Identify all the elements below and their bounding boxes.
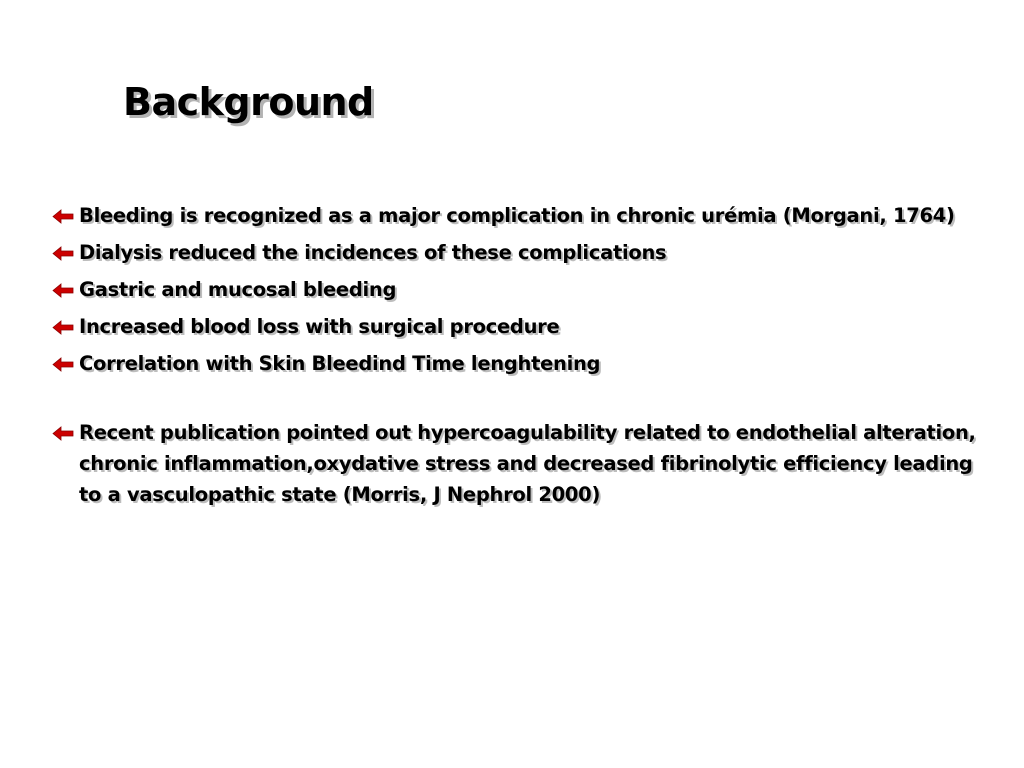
left-arrow-icon [52, 320, 75, 335]
bullet-text: Dialysis reduced the incidences of these complications [79, 241, 667, 264]
bullet-text: Recent publication pointed out hypercoagulability related to endothelial alteration, chronic inflammation,oxydative stress and decreased fibrinolytic efficiency leading to a vasculopathic state (Morris, J Nephrol 2000) [79, 421, 976, 506]
bullet-item [52, 274, 982, 305]
bullet-item [52, 237, 982, 268]
bullet-text: Bleeding is recognized as a major complication in chronic urémia (Morgani, 1764) [79, 204, 955, 227]
bullet-list [52, 200, 982, 516]
bullet-item [52, 417, 982, 510]
left-arrow-icon [52, 357, 75, 372]
bullet-text: Increased blood loss with surgical procedure [79, 315, 560, 338]
bullet-item [52, 348, 982, 379]
bullet-item [52, 311, 982, 342]
left-arrow-icon [52, 246, 75, 261]
left-arrow-icon [52, 283, 75, 298]
bullet-item [52, 200, 982, 231]
bullet-text: Correlation with Skin Bleedind Time lenghtening [79, 352, 601, 375]
left-arrow-icon [52, 209, 75, 224]
slide-title: Background [123, 80, 374, 124]
bullet-text: Gastric and mucosal bleeding [79, 278, 397, 301]
left-arrow-icon [52, 426, 75, 441]
